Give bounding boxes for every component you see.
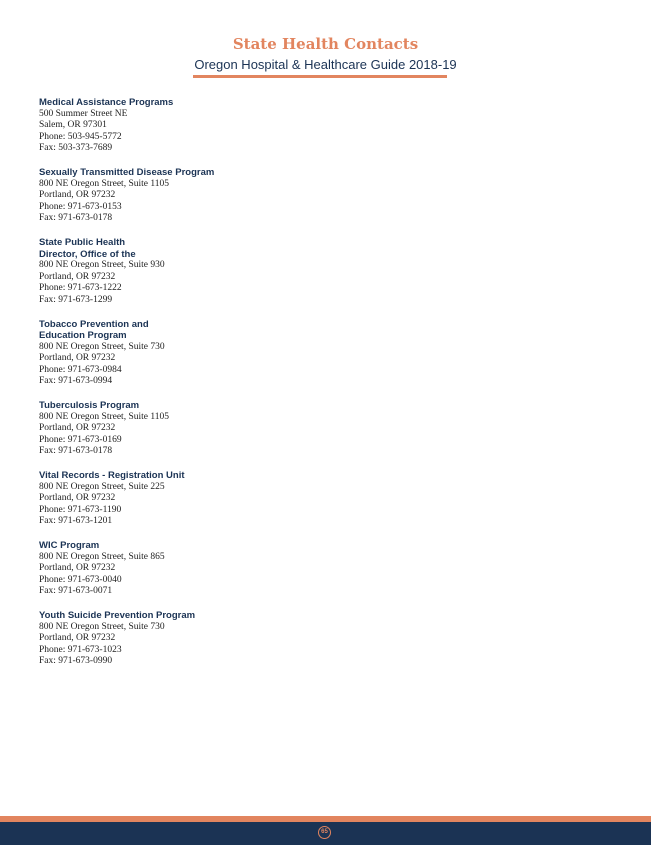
contact-list [39,97,359,680]
contact-entry [39,237,359,307]
contact-fax: Fax: 971-673-1201 [39,516,113,527]
contact-name: Tuberculosis Program [39,400,140,412]
contact-phone: Phone: 971-673-1190 [39,504,122,515]
contact-city: Salem, OR 97301 [39,120,107,131]
contact-name: Sexually Transmitted Disease Program [39,166,215,178]
contact-phone: Phone: 971-673-0984 [39,364,122,375]
page-title: State Health Contacts [232,35,419,53]
contact-city: Portland, OR 97232 [39,271,116,282]
contact-city: Portland, OR 97232 [39,633,116,644]
contact-fax: Fax: 971-673-0071 [39,586,113,597]
contact-street: 800 NE Oregon Street, Suite 730 [39,621,165,632]
contact-name: State Public Health [39,236,126,248]
contact-phone: Phone: 971-673-0169 [39,434,122,445]
contact-phone: Phone: 503-945-5772 [39,131,122,142]
contact-street: 800 NE Oregon Street, Suite 930 [39,260,165,271]
contact-fax: Fax: 971-673-0178 [39,446,113,457]
contact-street: 800 NE Oregon Street, Suite 865 [39,551,165,562]
contact-street: 800 NE Oregon Street, Suite 1105 [39,178,169,189]
contact-phone: Phone: 971-673-0153 [39,201,122,212]
page-number-badge: 65 [318,826,331,839]
contact-name: Tobacco Prevention and [39,318,149,330]
contact-entry [39,470,359,528]
contact-street: 500 Summer Street NE [39,108,128,119]
contact-entry [39,319,359,389]
contact-name: Vital Records - Registration Unit [39,470,185,482]
contact-name: Youth Suicide Prevention Program [39,609,196,621]
contact-fax: Fax: 971-673-0990 [39,656,113,667]
contact-street: 800 NE Oregon Street, Suite 730 [39,341,165,352]
contact-name: Education Program [39,330,127,342]
header-rule [193,75,447,78]
contact-entry [39,610,359,668]
contact-entry [39,540,359,598]
contact-fax: Fax: 503-373-7689 [39,143,113,154]
page-header [0,34,651,74]
contact-name: WIC Program [39,540,100,551]
contact-fax: Fax: 971-673-1299 [39,294,113,305]
contact-fax: Fax: 971-673-0994 [39,376,113,387]
contact-fax: Fax: 971-673-0178 [39,213,113,224]
contact-city: Portland, OR 97232 [39,190,116,201]
contact-street: 800 NE Oregon Street, Suite 1105 [39,411,169,422]
page-subtitle: Oregon Hospital & Healthcare Guide 2018-19 [194,57,457,72]
contact-city: Portland, OR 97232 [39,353,116,364]
contact-entry [39,167,359,225]
contact-city: Portland, OR 97232 [39,423,116,434]
contact-name: Director, Office of the [39,248,136,260]
contact-phone: Phone: 971-673-0040 [39,574,122,585]
contact-phone: Phone: 971-673-1023 [39,644,122,655]
contact-name: Medical Assistance Programs [39,97,174,108]
contact-entry [39,400,359,458]
contact-city: Portland, OR 97232 [39,563,116,574]
contact-entry [39,97,359,155]
contact-street: 800 NE Oregon Street, Suite 225 [39,481,165,492]
contact-city: Portland, OR 97232 [39,493,116,504]
contact-phone: Phone: 971-673-1222 [39,283,122,294]
